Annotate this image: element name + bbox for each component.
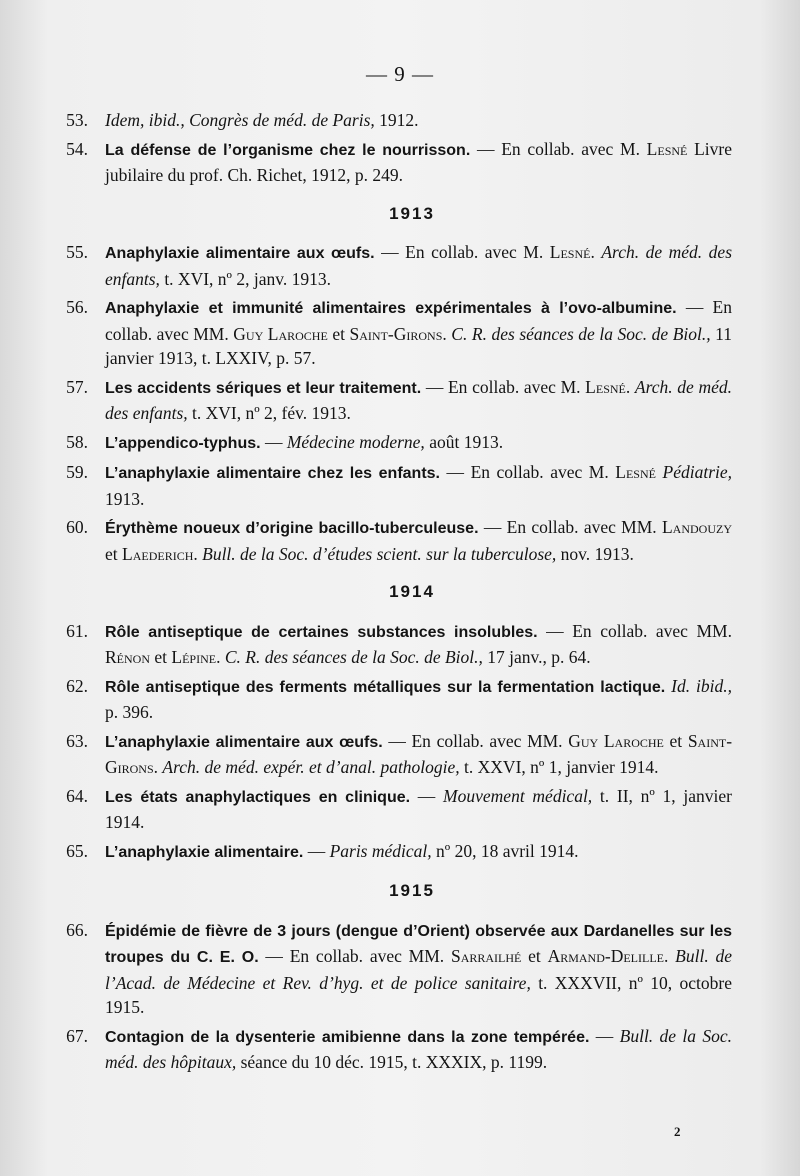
entry-title: Érythème noueux d’origine bacillo-tuberculeuse.	[105, 520, 479, 537]
entry-text: et	[327, 323, 350, 344]
entry-number: 54.	[66, 138, 88, 159]
entry-title: Les états anaphylactiques en clinique.	[105, 788, 411, 806]
entry-text: 1913.	[105, 488, 145, 509]
author-name: Saint-Girons	[349, 323, 443, 344]
author-name: Laederich	[122, 543, 194, 564]
entry-text: et	[663, 730, 688, 751]
entry-source: Bull. de l’Acad. de Médecine et Rev. d’hyg. et de police sanitaire,	[105, 946, 733, 993]
entry-59	[52, 460, 732, 511]
entry-title: L’anaphylaxie alimentaire.	[105, 843, 304, 861]
entry-text: —	[410, 785, 444, 806]
entry-text: — En collab. avec M.	[440, 462, 616, 482]
entry-source: Médecine moderne,	[286, 431, 425, 452]
entry-65	[52, 839, 732, 866]
bibliography-list	[52, 108, 732, 1079]
author-name: Lesné	[646, 138, 688, 159]
entry-text: 17 janv., p. 64.	[482, 647, 591, 667]
entry-text: p. 396.	[105, 702, 154, 722]
entry-58	[52, 430, 732, 457]
entry-56	[52, 295, 732, 371]
entry-text: — En collab. avec MM.	[105, 297, 732, 344]
entry-source: Bull. de la Soc. d’études scient. sur la tuberculose,	[202, 543, 557, 564]
entry-54	[52, 137, 732, 188]
entry-text: t. XXXVII, nº 10, octobre 1915.	[105, 972, 732, 1017]
entry-text: .	[216, 647, 225, 667]
entry-source: Pédiatrie,	[662, 462, 733, 482]
author-name: Landouzy	[661, 517, 732, 537]
entry-source: Bull. de la Soc. méd. des hôpitaux,	[105, 1025, 733, 1072]
entry-number: 57.	[66, 376, 88, 397]
entry-title: Anaphylaxie et immunité alimentaires expérimentales à l’ovo-albumine.	[105, 300, 677, 317]
entry-text: .	[664, 946, 676, 966]
entry-text: séance du 10 déc. 1915, t. XXXIX, p. 1199.	[236, 1052, 548, 1072]
entry-text: —	[260, 431, 287, 452]
entry-number: 55.	[66, 242, 88, 262]
author-name: Guy Laroche	[233, 323, 328, 344]
entry-text: 11 janvier 1913, t. LXXIV, p. 57.	[105, 323, 732, 368]
entry-title: Les accidents sériques et leur traitement.	[105, 379, 422, 397]
entry-number: 65.	[66, 840, 88, 861]
entry-title: La défense de l’organisme chez le nourrisson.	[105, 141, 471, 159]
entry-text: et	[521, 946, 548, 966]
page-number: — 9 —	[366, 62, 434, 86]
entry-source: Arch. de méd. des enfants,	[105, 376, 733, 423]
entry-67	[52, 1024, 732, 1075]
entry-text: .	[442, 323, 452, 344]
entry-text: et	[150, 647, 172, 667]
entry-number: 60.	[66, 517, 88, 537]
entry-55	[52, 240, 732, 291]
entry-text: nov. 1913.	[556, 543, 634, 564]
entry-text: — En collab. avec M.	[470, 138, 647, 159]
author-name: Lépine	[171, 647, 217, 667]
entry-text: —	[303, 840, 330, 861]
entry-text: — En collab. avec MM.	[258, 946, 451, 966]
entry-title: Rôle antiseptique des ferments métalliques sur la fermentation lactique.	[105, 678, 666, 696]
entry-text: — En collab. avec MM.	[382, 730, 569, 751]
signature-mark: 2	[674, 1124, 681, 1139]
entry-source: Paris médical,	[329, 840, 432, 861]
entry-text: .	[590, 242, 602, 262]
entry-text: et	[105, 543, 123, 564]
author-name: Guy Laroche	[568, 730, 664, 751]
entry-title: L’anaphylaxie alimentaire chez les enfants.	[105, 465, 440, 482]
entry-text: t. XVI, nº 2, janv. 1913.	[159, 268, 331, 289]
entry-66	[52, 918, 732, 1020]
author-name: Saint-Girons	[105, 730, 733, 777]
entry-text: 1912.	[374, 110, 419, 130]
author-name: Lesné	[615, 462, 656, 482]
entry-64	[52, 784, 732, 835]
entry-source: Arch. de méd. expér. et d’anal. pathologie,	[162, 757, 460, 777]
entry-number: 59.	[66, 462, 88, 482]
entry-source: Id. ibid.,	[671, 675, 732, 696]
entry-text: t. XVI, nº 2, fév. 1913.	[187, 403, 351, 423]
entry-title: L’anaphylaxie alimentaire aux œufs.	[105, 733, 383, 751]
entry-number: 53.	[66, 110, 88, 130]
entry-number: 61.	[66, 620, 88, 641]
author-name: Armand-Delille	[547, 946, 664, 966]
entry-source: Mouvement médical,	[443, 785, 593, 806]
entry-text: — En collab. avec MM.	[537, 620, 732, 641]
entry-60	[52, 515, 732, 566]
entry-source: C. R. des séances de la Soc. de Biol.,	[224, 647, 483, 667]
entry-text: — En collab. avec M.	[374, 242, 550, 262]
entry-number: 67.	[66, 1025, 88, 1046]
author-name: Lesné	[585, 376, 626, 397]
entry-title: Épidémie de fièvre de 3 jours (dengue d’Orient) observée aux Dardanelles sur les troupes du C. E. O.	[105, 922, 732, 966]
entry-text: août 1913.	[424, 431, 504, 452]
entry-text: — En collab. avec M.	[421, 376, 586, 397]
entry-text: t. XXVI, nº 1, janvier 1914.	[459, 757, 659, 777]
author-name: Rénon	[105, 647, 151, 667]
year-heading-1913: 1913	[389, 203, 435, 223]
entry-63	[52, 729, 732, 780]
entry-title: Anaphylaxie alimentaire aux œufs.	[105, 245, 375, 262]
entry-text: .	[193, 543, 203, 564]
entry-text: .	[153, 757, 163, 777]
entry-text: —	[589, 1025, 620, 1046]
entry-number: 64.	[66, 785, 88, 806]
entry-text: Livre jubilaire du prof. Ch. Richet, 1912, p. 249.	[105, 138, 732, 185]
entry-text: — En collab. avec MM.	[478, 517, 662, 537]
entry-number: 62.	[66, 675, 88, 696]
entry-title: Rôle antiseptique de certaines substances insolubles.	[105, 623, 538, 641]
entry-57	[52, 375, 732, 426]
author-name: Sarrailhé	[450, 946, 522, 966]
year-heading-1915: 1915	[389, 881, 435, 900]
entry-source: Idem, ibid., Congrès de méd. de Paris,	[105, 110, 375, 130]
entry-title: Contagion de la dysenterie amibienne dans la zone tempérée.	[105, 1028, 590, 1046]
author-name: Lesné	[549, 242, 591, 262]
entry-text: t. II, nº 1, janvier 1914.	[105, 785, 733, 832]
entry-number: 63.	[66, 730, 88, 751]
entry-62	[52, 674, 732, 725]
entry-source: Arch. de méd. des enfants,	[105, 242, 732, 289]
entry-number: 66.	[66, 919, 88, 940]
year-heading-1914: 1914	[389, 582, 435, 601]
entry-title: L’appendico-typhus.	[105, 434, 261, 452]
entry-number: 56.	[66, 297, 88, 317]
entry-61	[52, 619, 732, 670]
entry-source: C. R. des séances de la Soc. de Biol.,	[451, 323, 711, 344]
entry-number: 58.	[66, 431, 88, 452]
entry-text: nº 20, 18 avril 1914.	[431, 840, 579, 861]
entry-53	[52, 108, 732, 133]
entry-text: .	[625, 376, 635, 397]
